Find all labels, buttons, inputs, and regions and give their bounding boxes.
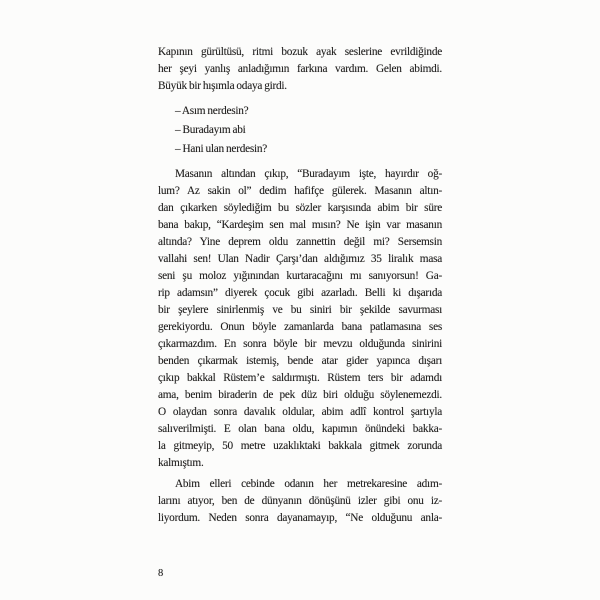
paragraph <box>158 44 442 95</box>
text-line: çıkıp bakkal Rüstem’e saldırmıştı. Rüstem ters bir adamdı <box>158 372 442 384</box>
text-line: çıkarmazdım. En sonra böyle bir mevzu olduğunda sinirini <box>158 338 442 350</box>
text-line: ama, benim biraderin de pek düz biri olduğu söylenemezdi. <box>158 389 442 401</box>
text-line: Abim elleri cebinde odanın her metrekaresine adım- <box>175 478 442 490</box>
text-line: la gitmeyip, 50 metre uzaklıktaki bakkala gitmek zorunda <box>158 440 442 452</box>
dialogue-line: – Asım nerdesin? <box>175 105 249 117</box>
dialogue-block <box>158 103 442 158</box>
text-line: gerekiyordu. Onun böyle zamanlarda bana patlamasına ses <box>158 321 442 333</box>
text-line: O olaydan sonra davalık oldular, abim adlî kontrol şartıyla <box>158 406 442 418</box>
text-line: bir şeylere sinirlenmiş ve bu siniri bir şekilde savurması <box>158 304 442 316</box>
text-line: liyordum. Neden sonra dayanamayıp, “Ne olduğunu anla- <box>158 512 442 524</box>
dialogue-line: – Hani ulan nerdesin? <box>175 143 268 155</box>
page-text <box>158 44 442 527</box>
text-line: benden çıkarmak istemiş, bende atar gider yapınca dışarı <box>158 355 442 367</box>
dialogue-line: – Buradayım abi <box>175 124 246 136</box>
text-line: vallahi sen! Ulan Nadir Çarşı’dan aldığımız 35 liralık masa <box>158 253 442 265</box>
text-line: Kapının gürültüsü, ritmi bozuk ayak seslerine evrildiğinde <box>158 46 442 58</box>
text-line: seni şu moloz yığınından kurtaracağını mı sanıyorsun! Ga- <box>158 270 442 282</box>
text-line: lum? Az sakin ol” dedim hafifçe gülerek. Masanın altın- <box>158 185 442 197</box>
text-line: altında? Yine deprem oldu zannettin değil mi? Sersemsin <box>158 236 442 248</box>
text-line: kalmıştım. <box>158 457 204 469</box>
text-line: Masanın altından çıkıp, “Buradayım işte, hayırdır oğ- <box>175 168 442 180</box>
text-line: rip adamsın” diyerek çocuk gibi azarladı. Belli ki dışarıda <box>158 287 442 299</box>
page-number: 8 <box>158 568 164 579</box>
text-line: dan çıkarken söylediğim bu sözler karşısında abim bir süre <box>158 202 442 214</box>
paragraph <box>158 476 442 527</box>
text-line: Büyük bir hışımla odaya girdi. <box>158 80 287 92</box>
text-line: her şeyi yanlış anladığımın farkına vardım. Gelen abimdi. <box>158 63 442 75</box>
text-line: larını atıyor, ben de dünyanın dönüşünü izler gibi onu iz- <box>158 495 442 507</box>
text-line: bana bakıp, “Kardeşim sen mal mısın? Ne işin var masanın <box>158 219 442 231</box>
text-line: salıverilmişti. E olan bana oldu, kapımın önündeki bakka- <box>158 423 442 435</box>
paragraph <box>158 166 442 472</box>
